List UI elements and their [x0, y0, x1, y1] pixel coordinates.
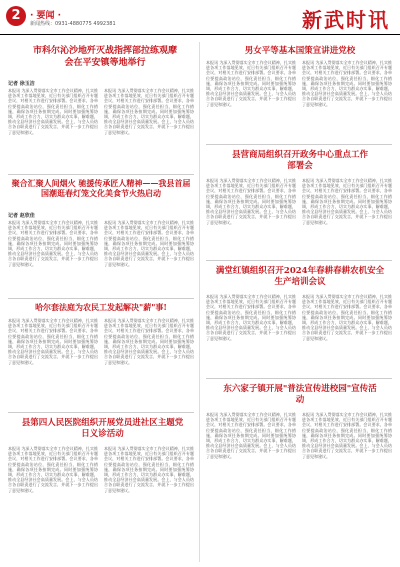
byline-a3: 记者 赵欣佳 — [8, 213, 35, 219]
article-body: 本报讯 为深入贯彻落实全市工作会议精神，扎实推进各项工作落地见效，近日有关部门组织召开专题会议，对相关工作进行安排部署。会议要求，各单位要提高政治站位，强化责任担当，细化工作措施，确保各项任务按期完成。同时要加强统筹协调，形成工作合力，切实为群众办实事、解难题，推动全县经济社会高质量发展。会上，与会人员结合各自职责进行了交流发言，并就下一步工作提出了意见和建议。 — [302, 60, 392, 107]
page-number: 2 — [6, 6, 26, 26]
byline-a1: 记者 徐玉洁 — [8, 81, 35, 87]
headline-a5: 哈尔套法庭为农民工发起解决"薪"事! — [35, 302, 167, 312]
masthead-logo: 新武时讯 — [302, 8, 390, 32]
headline-a3: 聚合汇聚人间烟火 驰援传承匠人精神——我县首届国潮逛春灯笼文化美食节火热启动 — [11, 178, 191, 199]
article-body: 本报讯 为深入贯彻落实全市工作会议精神，扎实推进各项工作落地见效，近日有关部门组织召开专题会议，对相关工作进行安排部署。会议要求，各单位要提高政治站位，强化责任担当，细化工作措施，确保各项任务按期完成。同时要加强统筹协调，形成工作合力，切实为群众办实事、解难题，推动全县经济社会高质量发展。会上，与会人员结合各自职责进行了交流发言，并就下一步工作提出了意见和建议。 — [206, 60, 296, 107]
section-rule — [8, 174, 194, 175]
page-header — [0, 0, 400, 35]
article-body: 本报讯 为深入贯彻落实全市工作会议精神，扎实推进各项工作落地见效，近日有关部门组织召开专题会议，对相关工作进行安排部署。会议要求，各单位要提高政治站位，强化责任担当，细化工作措施，确保各项任务按期完成。同时要加强统筹协调，形成工作合力，切实为群众办实事、解难题，推动全县经济社会高质量发展。会上，与会人员结合各自职责进行了交流发言，并就下一步工作提出了意见和建议。 — [104, 88, 194, 135]
article-body: 本报讯 为深入贯彻落实全市工作会议精神，扎实推进各项工作落地见效，近日有关部门组织召开专题会议，对相关工作进行安排部署。会议要求，各单位要提高政治站位，强化责任担当，细化工作措施，确保各项任务按期完成。同时要加强统筹协调，形成工作合力，切实为群众办实事、解难题，推动全县经济社会高质量发展。会上，与会人员结合各自职责进行了交流发言，并就下一步工作提出了意见和建议。 — [8, 446, 98, 493]
section-rule — [8, 298, 194, 299]
headline-a4: 县营商局组织召开政务中心重点工作部署会 — [231, 150, 368, 172]
headline-a7: 东六家子镇开展"普法宣传进校园"宣传活动 — [223, 384, 377, 406]
column-divider — [199, 42, 200, 562]
article-body: 本报讯 为深入贯彻落实全市工作会议精神，扎实推进各项工作落地见效，近日有关部门组织召开专题会议，对相关工作进行安排部署。会议要求，各单位要提高政治站位，强化责任担当，细化工作措施，确保各项任务按期完成。同时要加强统筹协调，形成工作合力，切实为群众办实事、解难题，推动全县经济社会高质量发展。会上，与会人员结合各自职责进行了交流发言，并就下一步工作提出了意见和建议。 — [104, 220, 194, 267]
article-body: 本报讯 为深入贯彻落实全市工作会议精神，扎实推进各项工作落地见效，近日有关部门组织召开专题会议，对相关工作进行安排部署。会议要求，各单位要提高政治站位，强化责任担当，细化工作措施，确保各项任务按期完成。同时要加强统筹协调，形成工作合力，切实为群众办实事、解难题，推动全县经济社会高质量发展。会上，与会人员结合各自职责进行了交流发言，并就下一步工作提出了意见和建议。 — [206, 178, 296, 225]
article-body: 本报讯 为深入贯彻落实全市工作会议精神，扎实推进各项工作落地见效，近日有关部门组织召开专题会议，对相关工作进行安排部署。会议要求，各单位要提高政治站位，强化责任担当，细化工作措施，确保各项任务按期完成。同时要加强统筹协调，形成工作合力，切实为群众办实事、解难题，推动全县经济社会高质量发展。会上，与会人员结合各自职责进行了交流发言，并就下一步工作提出了意见和建议。 — [8, 318, 98, 365]
article-body: 本报讯 为深入贯彻落实全市工作会议精神，扎实推进各项工作落地见效，近日有关部门组织召开专题会议，对相关工作进行安排部署。会议要求，各单位要提高政治站位，强化责任担当，细化工作措施，确保各项任务按期完成。同时要加强统筹协调，形成工作合力，切实为群众办实事、解难题，推动全县经济社会高质量发展。会上，与会人员结合各自职责进行了交流发言，并就下一步工作提出了意见和建议。 — [8, 88, 98, 135]
headline-a8: 县第四人民医院组织开展党员进社区主题党日义诊活动 — [21, 418, 184, 440]
article-body: 本报讯 为深入贯彻落实全市工作会议精神，扎实推进各项工作落地见效，近日有关部门组织召开专题会议，对相关工作进行安排部署。会议要求，各单位要提高政治站位，强化责任担当，细化工作措施，确保各项任务按期完成。同时要加强统筹协调，形成工作合力，切实为群众办实事、解难题，推动全县经济社会高质量发展。会上，与会人员结合各自职责进行了交流发言，并就下一步工作提出了意见和建议。 — [206, 294, 296, 341]
article-body: 本报讯 为深入贯彻落实全市工作会议精神，扎实推进各项工作落地见效，近日有关部门组织召开专题会议，对相关工作进行安排部署。会议要求，各单位要提高政治站位，强化责任担当，细化工作措施，确保各项任务按期完成。同时要加强统筹协调，形成工作合力，切实为群众办实事、解难题，推动全县经济社会高质量发展。会上，与会人员结合各自职责进行了交流发言，并就下一步工作提出了意见和建议。 — [302, 412, 392, 459]
section-rule — [8, 412, 194, 413]
article-body: 本报讯 为深入贯彻落实全市工作会议精神，扎实推进各项工作落地见效，近日有关部门组织召开专题会议，对相关工作进行安排部署。会议要求，各单位要提高政治站位，强化责任担当，细化工作措施，确保各项任务按期完成。同时要加强统筹协调，形成工作合力，切实为群众办实事、解难题，推动全县经济社会高质量发展。会上，与会人员结合各自职责进行了交流发言，并就下一步工作提出了意见和建议。 — [302, 178, 392, 225]
article-body: 本报讯 为深入贯彻落实全市工作会议精神，扎实推进各项工作落地见效，近日有关部门组织召开专题会议，对相关工作进行安排部署。会议要求，各单位要提高政治站位，强化责任担当，细化工作措施，确保各项任务按期完成。同时要加强统筹协调，形成工作合力，切实为群众办实事、解难题，推动全县经济社会高质量发展。会上，与会人员结合各自职责进行了交流发言，并就下一步工作提出了意见和建议。 — [104, 318, 194, 365]
section-title: · 要闻 · — [30, 11, 62, 21]
article-body: 本报讯 为深入贯彻落实全市工作会议精神，扎实推进各项工作落地见效，近日有关部门组织召开专题会议，对相关工作进行安排部署。会议要求，各单位要提高政治站位，强化责任担当，细化工作措施，确保各项任务按期完成。同时要加强统筹协调，形成工作合力，切实为群众办实事、解难题，推动全县经济社会高质量发展。会上，与会人员结合各自职责进行了交流发言，并就下一步工作提出了意见和建议。 — [302, 294, 392, 341]
section-rule — [206, 378, 392, 379]
header-meta: 新闻热线：0931-4880775 4992381 — [30, 21, 116, 27]
section-rule — [206, 260, 392, 261]
headline-a6: 满堂红镇组织召开2024年春耕春耕农机安全生产培训会议 — [215, 266, 385, 288]
article-body: 本报讯 为深入贯彻落实全市工作会议精神，扎实推进各项工作落地见效，近日有关部门组织召开专题会议，对相关工作进行安排部署。会议要求，各单位要提高政治站位，强化责任担当，细化工作措施，确保各项任务按期完成。同时要加强统筹协调，形成工作合力，切实为群众办实事、解难题，推动全县经济社会高质量发展。会上，与会人员结合各自职责进行了交流发言，并就下一步工作提出了意见和建议。 — [206, 412, 296, 459]
article-body: 本报讯 为深入贯彻落实全市工作会议精神，扎实推进各项工作落地见效，近日有关部门组织召开专题会议，对相关工作进行安排部署。会议要求，各单位要提高政治站位，强化责任担当，细化工作措施，确保各项任务按期完成。同时要加强统筹协调，形成工作合力，切实为群众办实事、解难题，推动全县经济社会高质量发展。会上，与会人员结合各自职责进行了交流发言，并就下一步工作提出了意见和建议。 — [8, 220, 98, 267]
headline-a1: 市科尔沁沙地歼灭战指挥部拉练观摩会在平安镇等地举行 — [32, 46, 177, 68]
article-body: 本报讯 为深入贯彻落实全市工作会议精神，扎实推进各项工作落地见效，近日有关部门组织召开专题会议，对相关工作进行安排部署。会议要求，各单位要提高政治站位，强化责任担当，细化工作措施，确保各项任务按期完成。同时要加强统筹协调，形成工作合力，切实为群众办实事、解难题，推动全县经济社会高质量发展。会上，与会人员结合各自职责进行了交流发言，并就下一步工作提出了意见和建议。 — [104, 446, 194, 493]
headline-a2: 男女平等基本国策宣讲进党校 — [244, 46, 356, 56]
section-rule — [206, 144, 392, 145]
